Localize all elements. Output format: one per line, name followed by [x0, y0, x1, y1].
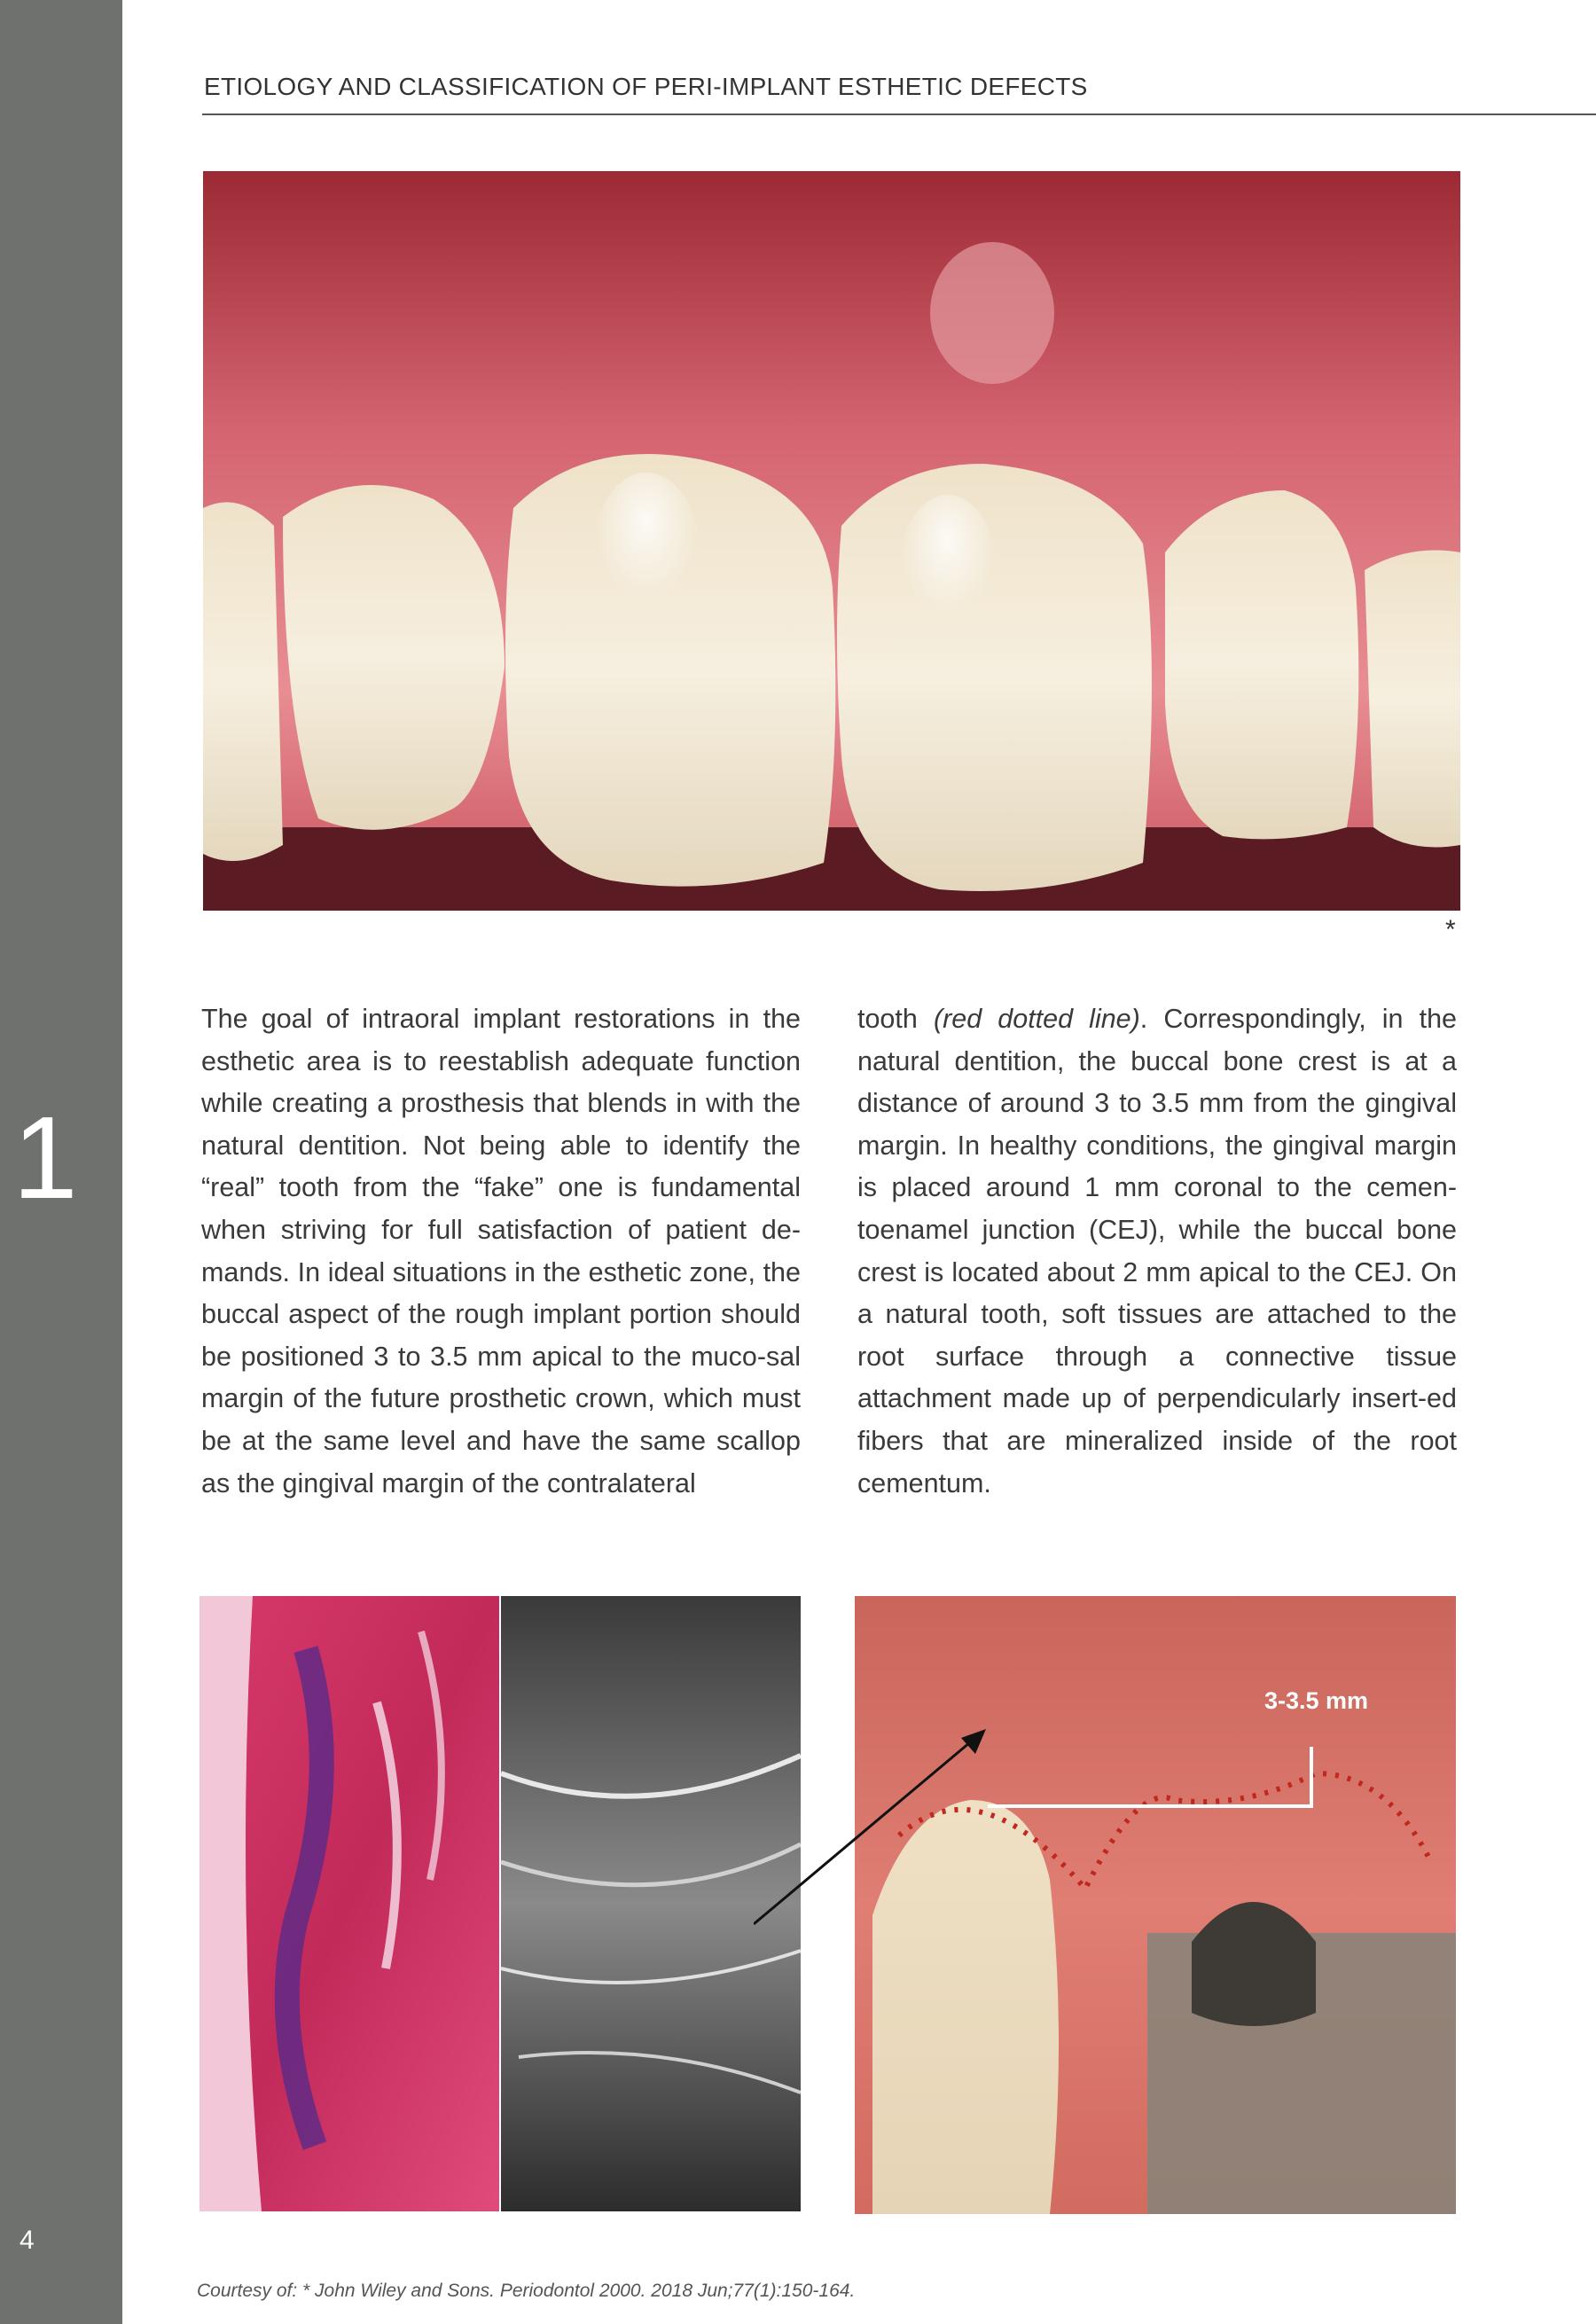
measurement-label: 3-3.5 mm [1264, 1687, 1369, 1714]
connector-arrow-icon [754, 1711, 1002, 1933]
body-right-start: tooth [857, 1004, 934, 1034]
figure-marker: * [1445, 915, 1456, 944]
main-clinical-photo [203, 171, 1460, 911]
body-right-rest: . Correspondingly, in the natural dentition, the buccal bone crest is at a distance of around 3 to 3.5 mm from the gingival margin. In healthy conditions, the gingival margin is placed around 1 mm coronal to the cemen-toenamel junction (CEJ), while the buccal bone crest is located about 2 mm apical to the CEJ. On a natural tooth, soft tissues are attached to the root surface through a connective tissue attachment made up of perpendicularly insert-ed fibers that are mineralized inside of the root cementum. [857, 1004, 1457, 1498]
body-paragraph-right [857, 998, 1457, 1505]
histology-sem-figure [200, 1596, 801, 2211]
body-paragraph-left: The goal of intraoral implant restorations in the esthetic area is to reestablish adequate function while creating a prosthesis that blends in with the natural dentition. Not being able to identify the “real” tooth from the “fake” one is fundamental when striving for full satisfaction of patient de-mands. In ideal situations in the esthetic zone, the buccal aspect of the rough implant portion should be positioned 3 to 3.5 mm apical to the muco-sal margin of the future prosthetic crown, which must be at the same level and have the same scallop as the gingival margin of the contralateral [201, 1004, 801, 1498]
header-rule [202, 113, 1596, 115]
histology-illustration [200, 1596, 801, 2211]
running-header: ETIOLOGY AND CLASSIFICATION OF PERI-IMPLANT ESTHETIC DEFECTS [204, 73, 1088, 100]
page-number: 4 [20, 2226, 35, 2255]
teeth-illustration [203, 171, 1460, 911]
chapter-number: 1 [12, 1092, 78, 1223]
body-right-emphasis: (red dotted line) [933, 1004, 1140, 1034]
footer-credit: Courtesy of: * John Wiley and Sons. Periodontol 2000. 2018 Jun;77(1):150-164. [197, 2281, 856, 2301]
